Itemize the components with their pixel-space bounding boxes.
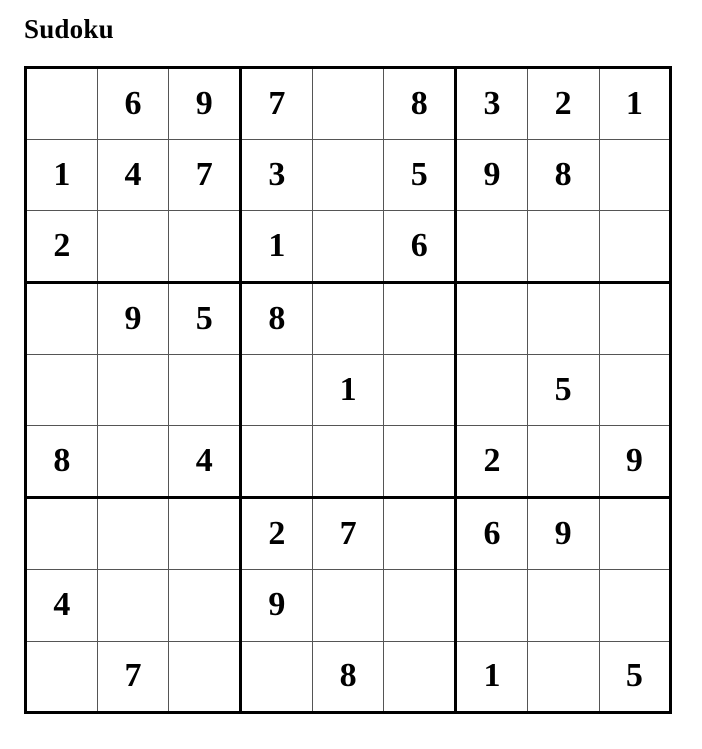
cell-r7c5[interactable]: 7 bbox=[312, 498, 384, 570]
cell-r9c8[interactable] bbox=[527, 641, 599, 713]
cell-r7c6[interactable] bbox=[384, 498, 456, 570]
cell-r4c5[interactable] bbox=[312, 283, 384, 355]
cell-r2c9[interactable] bbox=[599, 139, 671, 211]
cell-r8c4[interactable]: 9 bbox=[241, 569, 313, 641]
cell-r8c8[interactable] bbox=[527, 569, 599, 641]
board-row bbox=[26, 354, 671, 426]
cell-r5c4[interactable] bbox=[241, 354, 313, 426]
cell-r4c2[interactable]: 9 bbox=[97, 283, 169, 355]
cell-r4c7[interactable] bbox=[456, 283, 528, 355]
cell-r8c6[interactable] bbox=[384, 569, 456, 641]
cell-r2c8[interactable]: 8 bbox=[527, 139, 599, 211]
cell-r4c8[interactable] bbox=[527, 283, 599, 355]
cell-r6c4[interactable] bbox=[241, 426, 313, 498]
cell-r5c6[interactable] bbox=[384, 354, 456, 426]
cell-r7c8[interactable]: 9 bbox=[527, 498, 599, 570]
cell-r3c1[interactable]: 2 bbox=[26, 211, 98, 283]
cell-r7c3[interactable] bbox=[169, 498, 241, 570]
cell-r5c9[interactable] bbox=[599, 354, 671, 426]
board-row bbox=[26, 211, 671, 283]
cell-r2c1[interactable]: 1 bbox=[26, 139, 98, 211]
cell-r1c5[interactable] bbox=[312, 68, 384, 140]
cell-r2c2[interactable]: 4 bbox=[97, 139, 169, 211]
cell-r1c2[interactable]: 6 bbox=[97, 68, 169, 140]
cell-r6c8[interactable] bbox=[527, 426, 599, 498]
cell-r2c6[interactable]: 5 bbox=[384, 139, 456, 211]
cell-r6c2[interactable] bbox=[97, 426, 169, 498]
cell-r4c4[interactable]: 8 bbox=[241, 283, 313, 355]
cell-r5c2[interactable] bbox=[97, 354, 169, 426]
cell-r7c7[interactable]: 6 bbox=[456, 498, 528, 570]
cell-r3c6[interactable]: 6 bbox=[384, 211, 456, 283]
cell-r3c2[interactable] bbox=[97, 211, 169, 283]
cell-r6c1[interactable]: 8 bbox=[26, 426, 98, 498]
cell-r8c3[interactable] bbox=[169, 569, 241, 641]
cell-r3c4[interactable]: 1 bbox=[241, 211, 313, 283]
cell-r5c1[interactable] bbox=[26, 354, 98, 426]
cell-r7c1[interactable] bbox=[26, 498, 98, 570]
board-row bbox=[26, 283, 671, 355]
cell-r1c1[interactable] bbox=[26, 68, 98, 140]
cell-r9c6[interactable] bbox=[384, 641, 456, 713]
sudoku-board bbox=[24, 66, 672, 714]
cell-r1c9[interactable]: 1 bbox=[599, 68, 671, 140]
cell-r8c7[interactable] bbox=[456, 569, 528, 641]
cell-r7c4[interactable]: 2 bbox=[241, 498, 313, 570]
board-row bbox=[26, 68, 671, 140]
cell-r6c5[interactable] bbox=[312, 426, 384, 498]
cell-r3c9[interactable] bbox=[599, 211, 671, 283]
cell-r3c5[interactable] bbox=[312, 211, 384, 283]
cell-r7c9[interactable] bbox=[599, 498, 671, 570]
board-row bbox=[26, 139, 671, 211]
cell-r4c3[interactable]: 5 bbox=[169, 283, 241, 355]
cell-r3c3[interactable] bbox=[169, 211, 241, 283]
cell-r5c5[interactable]: 1 bbox=[312, 354, 384, 426]
cell-r6c6[interactable] bbox=[384, 426, 456, 498]
cell-r9c1[interactable] bbox=[26, 641, 98, 713]
cell-r9c3[interactable] bbox=[169, 641, 241, 713]
cell-r6c3[interactable]: 4 bbox=[169, 426, 241, 498]
cell-r1c8[interactable]: 2 bbox=[527, 68, 599, 140]
board-row bbox=[26, 498, 671, 570]
cell-r9c7[interactable]: 1 bbox=[456, 641, 528, 713]
cell-r5c7[interactable] bbox=[456, 354, 528, 426]
cell-r1c6[interactable]: 8 bbox=[384, 68, 456, 140]
cell-r8c1[interactable]: 4 bbox=[26, 569, 98, 641]
cell-r9c4[interactable] bbox=[241, 641, 313, 713]
cell-r1c7[interactable]: 3 bbox=[456, 68, 528, 140]
cell-r8c9[interactable] bbox=[599, 569, 671, 641]
cell-r5c3[interactable] bbox=[169, 354, 241, 426]
cell-r9c9[interactable]: 5 bbox=[599, 641, 671, 713]
cell-r1c3[interactable]: 9 bbox=[169, 68, 241, 140]
cell-r3c8[interactable] bbox=[527, 211, 599, 283]
cell-r4c1[interactable] bbox=[26, 283, 98, 355]
cell-r2c7[interactable]: 9 bbox=[456, 139, 528, 211]
cell-r1c4[interactable]: 7 bbox=[241, 68, 313, 140]
cell-r5c8[interactable]: 5 bbox=[527, 354, 599, 426]
cell-r2c4[interactable]: 3 bbox=[241, 139, 313, 211]
page-title: Sudoku bbox=[24, 14, 114, 44]
cell-r9c2[interactable]: 7 bbox=[97, 641, 169, 713]
cell-r7c2[interactable] bbox=[97, 498, 169, 570]
cell-r4c9[interactable] bbox=[599, 283, 671, 355]
cell-r3c7[interactable] bbox=[456, 211, 528, 283]
cell-r6c9[interactable]: 9 bbox=[599, 426, 671, 498]
cell-r8c5[interactable] bbox=[312, 569, 384, 641]
cell-r2c5[interactable] bbox=[312, 139, 384, 211]
board-row bbox=[26, 426, 671, 498]
cell-r4c6[interactable] bbox=[384, 283, 456, 355]
cell-r6c7[interactable]: 2 bbox=[456, 426, 528, 498]
cell-r8c2[interactable] bbox=[97, 569, 169, 641]
cell-r9c5[interactable]: 8 bbox=[312, 641, 384, 713]
board-row bbox=[26, 569, 671, 641]
board-row bbox=[26, 641, 671, 713]
cell-r2c3[interactable]: 7 bbox=[169, 139, 241, 211]
